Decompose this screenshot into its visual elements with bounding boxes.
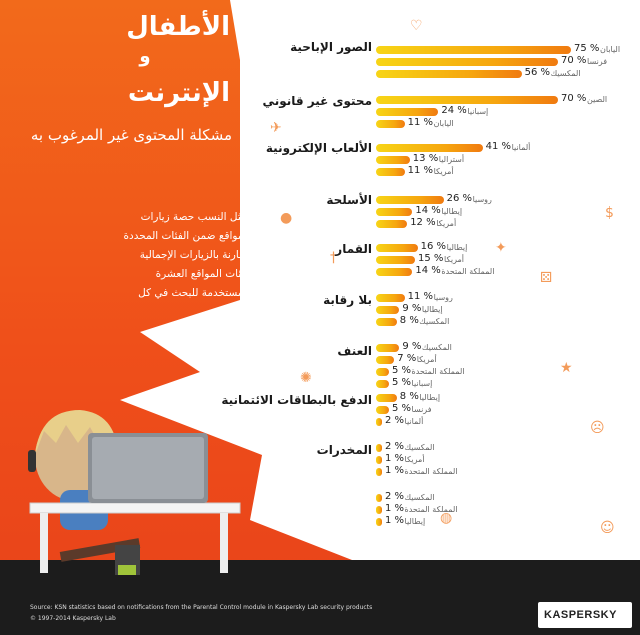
bar (376, 244, 418, 252)
bar (376, 506, 382, 514)
country-label: فرنسا (587, 57, 608, 66)
kaspersky-logo (538, 602, 632, 628)
country-label: إيطاليا (446, 243, 468, 252)
country-label: أمريكا (404, 455, 425, 464)
bar-value-label: 9 % (402, 341, 422, 352)
flame-doodle-icon: ✺ (300, 370, 312, 386)
bar-value-label: 1 % (385, 453, 405, 464)
bar (376, 168, 405, 176)
bar-value-label: 56 % (524, 67, 550, 78)
bar-value-label: 2 % (385, 415, 405, 426)
category-label: العنف (337, 344, 372, 358)
bar-value-label: 15 % (418, 253, 444, 264)
bar (376, 394, 397, 402)
bar-value-label: 12 % (410, 217, 436, 228)
bar (376, 268, 412, 276)
bar-value-label: 1 % (385, 515, 405, 526)
bar-value-label: 5 % (392, 365, 412, 376)
bar (376, 46, 571, 54)
bar (376, 380, 389, 388)
bar-value-label: 11 % (407, 291, 433, 302)
dollar-doodle-icon: $ (605, 205, 614, 221)
country-label: إسبانيا (467, 107, 489, 116)
bar-value-label: 8 % (399, 315, 419, 326)
country-label: المكسيك (419, 317, 450, 326)
bar-value-label: 11 % (407, 117, 433, 128)
category-label: الصور الإباحية (290, 40, 372, 54)
source-note: Source: KSN statistics based on notifications from the Parental Control module in Kaspersky Lab security products (30, 604, 373, 611)
bar-value-label: 8 % (399, 391, 419, 402)
country-label: الصين (587, 95, 608, 104)
bar (376, 418, 382, 426)
bar-value-label: 75 % (574, 43, 600, 54)
country-label: المكسيك (550, 69, 581, 78)
bar (376, 368, 389, 376)
subtitle: مشكلة المحتوى غير المرغوب به (30, 126, 232, 144)
bar (376, 468, 382, 476)
bar-value-label: 5 % (392, 403, 412, 414)
bar-value-label: 9 % (402, 303, 422, 314)
bar (376, 144, 483, 152)
country-label: إيطاليا (419, 393, 441, 402)
country-label: ألمانيا (404, 417, 424, 426)
category-label: بلا رقابة (323, 293, 372, 307)
country-label: ألمانيا (511, 143, 531, 152)
rocket-doodle-icon: ✈ (270, 120, 282, 136)
country-label: المملكة المتحدة (404, 505, 458, 514)
bar (376, 156, 410, 164)
bar (376, 318, 397, 326)
heart-doodle-icon: ♡ (410, 18, 423, 34)
pill-doodle-icon: ◍ (440, 510, 453, 526)
bar-value-label: 70 % (561, 55, 587, 66)
bar (376, 356, 394, 364)
star-doodle-icon: ★ (560, 360, 573, 376)
bar-value-label: 14 % (415, 205, 441, 216)
logo-text: KASPERSKY (544, 609, 617, 621)
bar-value-label: 41 % (485, 141, 511, 152)
title-line-1: الأطفال (126, 12, 230, 42)
bar-value-label: 24 % (441, 105, 467, 116)
bar (376, 344, 399, 352)
country-label: إيطاليا (421, 305, 443, 314)
mask-doodle-icon: ☺ (600, 520, 615, 536)
copyright: © 1997-2014 Kaspersky Lab (30, 615, 116, 622)
bar (376, 306, 399, 314)
bar (376, 518, 382, 526)
bar (376, 70, 522, 78)
bar-value-label: 11 % (407, 165, 433, 176)
category-label: الألعاب الإلكترونية (265, 141, 372, 155)
bar (376, 196, 444, 204)
country-label: أمريكا (436, 219, 457, 228)
category-label: الأسلحة (326, 193, 372, 207)
dice-doodle-icon: ⚄ (540, 270, 553, 286)
bar-value-label: 16 % (420, 241, 446, 252)
child-at-laptop-illustration (0, 395, 260, 610)
country-label: المملكة المتحدة (411, 367, 465, 376)
bar (376, 494, 382, 502)
bar (376, 208, 412, 216)
category-label: الدفع بالبطاقات الائتمانية (221, 393, 372, 407)
bar-value-label: 2 % (385, 441, 405, 452)
country-label: أمريكا (444, 255, 465, 264)
bar-value-label: 14 % (415, 265, 441, 276)
country-label: المكسيك (404, 493, 435, 502)
country-label: إسبانيا (411, 379, 433, 388)
bar (376, 406, 389, 414)
country-label: المكسيك (404, 443, 435, 452)
country-label: المملكة المتحدة (441, 267, 495, 276)
country-label: المملكة المتحدة (404, 467, 458, 476)
country-label: أمريكا (416, 355, 437, 364)
country-label: أستراليا (438, 155, 465, 164)
title-line-2: الإنترنت (127, 78, 230, 108)
bar (376, 220, 407, 228)
country-label: روسيا (472, 195, 492, 204)
bar-value-label: 2 % (385, 491, 405, 502)
bar (376, 120, 405, 128)
description: تمثل النسب حصة زيارات المواقع ضمن الفئات المحددة مقارنة بالزيارات الإجمالية لفئات المواقع العشرة المستخدمة للبحث في كل دولة (123, 211, 250, 318)
country-label: فرنسا (411, 405, 432, 414)
bar (376, 96, 558, 104)
bomb-doodle-icon: ● (280, 210, 293, 226)
bar-value-label: 5 % (392, 377, 412, 388)
country-label: إيطاليا (404, 517, 426, 526)
country-label: المكسيك (421, 343, 452, 352)
pistol-doodle-icon: ✦ (495, 240, 507, 256)
bar-value-label: 7 % (397, 353, 417, 364)
country-label: اليابان (433, 119, 454, 128)
knife-doodle-icon: † (330, 250, 337, 266)
bar (376, 58, 558, 66)
bar (376, 256, 415, 264)
bar-value-label: 13 % (412, 153, 439, 164)
bar-value-label: 70 % (561, 93, 587, 104)
country-label: إيطاليا (441, 207, 463, 216)
bar-value-label: 26 % (446, 193, 472, 204)
country-label: اليابان (600, 45, 621, 54)
bar (376, 456, 382, 464)
bar (376, 294, 405, 302)
bar (376, 108, 438, 116)
bar-value-label: 1 % (385, 503, 405, 514)
bar-value-label: 1 % (385, 465, 405, 476)
bar (376, 444, 382, 452)
category-label: محتوى غير قانوني (262, 94, 372, 108)
category-label: المخدرات (316, 443, 372, 457)
face-doodle-icon: ☹ (590, 420, 605, 436)
country-label: روسيا (433, 293, 453, 302)
country-label: أمريكا (433, 167, 454, 176)
title-conjunction: و (139, 46, 151, 67)
category-label: القمار (335, 242, 372, 256)
